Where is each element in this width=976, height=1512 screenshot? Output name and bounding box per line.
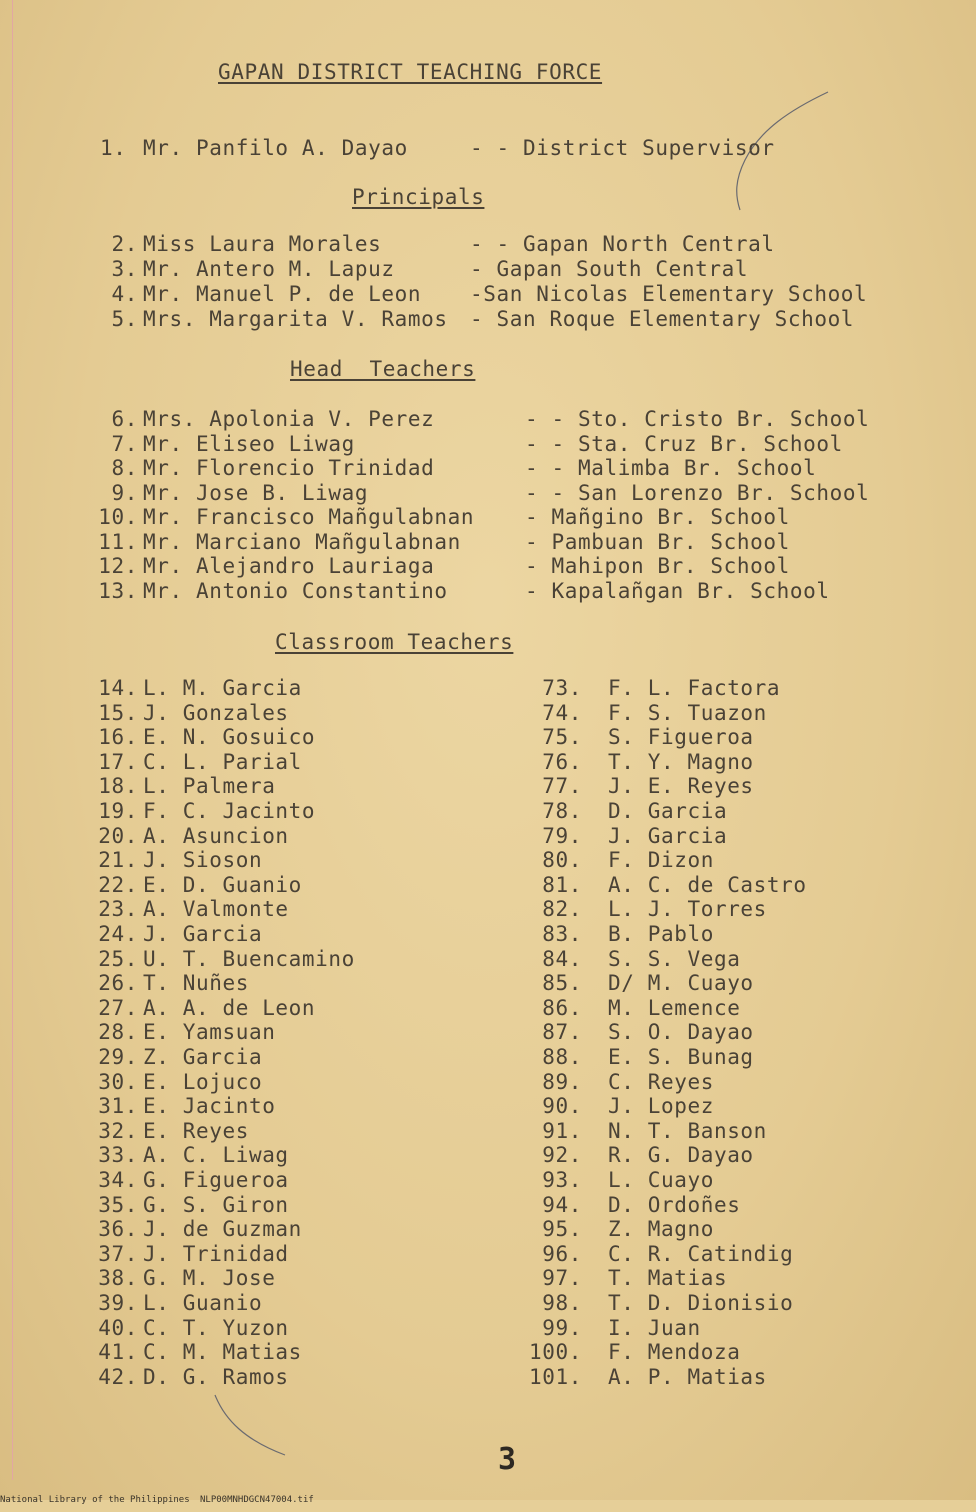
teacher-name: L. Cuayo [608, 1168, 714, 1192]
teacher-name: J. Lopez [608, 1094, 714, 1119]
teacher-num: 24. [98, 922, 138, 946]
head-teacher-school: - Kapalañgan Br. School [525, 578, 830, 603]
teacher-num: 78. [542, 799, 582, 823]
teacher-num: 73. [542, 676, 582, 700]
teacher-name: J. Sioson [143, 848, 263, 873]
teacher-name: F. L. Factora [608, 676, 781, 700]
classroom-teachers-heading: Classroom Teachers [275, 630, 514, 654]
teacher-name: L. Guanio [143, 1291, 263, 1315]
teacher-name: E. D. Guanio [143, 872, 302, 897]
head-teacher-num: 6. [111, 407, 138, 431]
head-teacher-school: - - Malimba Br. School [525, 456, 817, 480]
head-teacher-name: Mr. Florencio Trinidad [143, 456, 435, 480]
teacher-num: 93. [542, 1168, 582, 1192]
head-teacher-school: - Pambuan Br. School [525, 529, 790, 554]
teacher-num: 83. [542, 922, 582, 946]
teacher-num: 25. [98, 946, 138, 971]
teacher-num: 92. [542, 1143, 582, 1168]
teacher-name: T. Matias [608, 1266, 728, 1291]
teacher-name: S. O. Dayao [608, 1020, 754, 1045]
teacher-num: 19. [98, 799, 138, 823]
teacher-num: 17. [98, 749, 138, 774]
teacher-name: J. Garcia [608, 823, 728, 848]
teacher-num: 80. [542, 848, 582, 873]
principal-name: Mrs. Margarita V. Ramos [143, 307, 448, 331]
teacher-name: G. M. Jose [143, 1266, 276, 1291]
teacher-num: 98. [542, 1291, 582, 1315]
teacher-name: G. Figueroa [143, 1168, 289, 1192]
teacher-name: L. J. Torres [608, 897, 767, 922]
teacher-num: 82. [542, 897, 582, 922]
teacher-name: E. Reyes [143, 1118, 249, 1143]
principal-num: 4. [111, 282, 138, 306]
teacher-name: E. Lojuco [143, 1069, 263, 1094]
teacher-num: 26. [98, 971, 138, 996]
teacher-name: F. Mendoza [608, 1340, 741, 1365]
teacher-num: 99. [542, 1315, 582, 1340]
teacher-num: 101. [529, 1364, 582, 1389]
head-teacher-num: 12. [98, 554, 138, 578]
teacher-num: 14. [98, 676, 138, 700]
teacher-name: D. G. Ramos [143, 1364, 289, 1389]
teacher-num: 28. [98, 1020, 138, 1045]
teacher-name: D/ M. Cuayo [608, 971, 754, 996]
head-teacher-name: Mr. Alejandro Lauriaga [143, 554, 435, 578]
head-teacher-school: - Mañgino Br. School [525, 505, 790, 529]
teacher-name: E. S. Bunag [608, 1045, 754, 1069]
teacher-num: 81. [542, 872, 582, 897]
principal-num: 3. [111, 257, 138, 281]
teacher-name: F. Dizon [608, 848, 714, 873]
teacher-name: L. Palmera [143, 774, 276, 799]
principal-school: - Gapan South Central [470, 257, 749, 281]
teacher-num: 31. [98, 1094, 138, 1119]
head-teacher-num: 11. [98, 529, 138, 554]
head-teacher-num: 13. [98, 578, 138, 603]
teacher-name: D. Garcia [608, 799, 728, 823]
teacher-num: 87. [542, 1020, 582, 1045]
teacher-num: 86. [542, 995, 582, 1020]
teacher-name: T. D. Dionisio [608, 1291, 794, 1315]
head-teacher-num: 7. [111, 431, 138, 456]
head-teachers-heading: Head Teachers [290, 357, 476, 381]
teacher-name: N. T. Banson [608, 1118, 767, 1143]
teacher-name: J. Gonzales [143, 700, 289, 725]
teacher-name: J. Trinidad [143, 1241, 289, 1266]
principals-heading: Principals [352, 185, 485, 209]
teacher-num: 30. [98, 1069, 138, 1094]
teacher-name: L. M. Garcia [143, 676, 302, 700]
teacher-num: 100. [529, 1340, 582, 1365]
supervisor-role: - - District Supervisor [470, 136, 775, 160]
head-teacher-name: Mr. Eliseo Liwag [143, 431, 355, 456]
teacher-name: T. Nuñes [143, 971, 249, 996]
teacher-num: 77. [542, 774, 582, 799]
teacher-name: C. Reyes [608, 1069, 714, 1094]
teacher-name: S. Figueroa [608, 725, 754, 750]
principal-name: Mr. Antero M. Lapuz [143, 257, 395, 281]
head-teacher-name: Mr. Jose B. Liwag [143, 480, 369, 505]
principal-school: -San Nicolas Elementary School [470, 282, 868, 306]
teacher-name: E. N. Gosuico [143, 725, 316, 750]
teacher-num: 34. [98, 1168, 138, 1192]
head-teacher-school: - - Sto. Cristo Br. School [525, 407, 870, 431]
teacher-name: C. M. Matias [143, 1340, 302, 1365]
principal-name: Miss Laura Morales [143, 232, 382, 256]
teacher-num: 22. [98, 872, 138, 897]
teacher-num: 20. [98, 823, 138, 848]
teacher-name: A. P. Matias [608, 1364, 767, 1389]
teacher-name: B. Pablo [608, 922, 714, 946]
teacher-num: 90. [542, 1094, 582, 1119]
teacher-name: F. S. Tuazon [608, 700, 767, 725]
teacher-name: A. C. Liwag [143, 1143, 289, 1168]
teacher-num: 27. [98, 995, 138, 1020]
teacher-num: 29. [98, 1045, 138, 1069]
principal-name: Mr. Manuel P. de Leon [143, 282, 422, 306]
teacher-name: T. Y. Magno [608, 749, 754, 774]
teacher-name: I. Juan [608, 1315, 701, 1340]
teacher-num: 41. [98, 1340, 138, 1365]
teacher-num: 95. [542, 1217, 582, 1242]
teacher-name: D. Ordoñes [608, 1192, 741, 1217]
teacher-num: 21. [98, 848, 138, 873]
head-teacher-name: Mr. Marciano Mañgulabnan [143, 529, 461, 554]
teacher-name: G. S. Giron [143, 1192, 289, 1217]
teacher-name: J. Garcia [143, 922, 263, 946]
teacher-name: A. A. de Leon [143, 995, 316, 1020]
teacher-name: Z. Magno [608, 1217, 714, 1242]
teacher-num: 32. [98, 1118, 138, 1143]
teacher-num: 84. [542, 946, 582, 971]
head-teacher-name: Mr. Francisco Mañgulabnan [143, 505, 475, 529]
teacher-num: 36. [98, 1217, 138, 1242]
teacher-name: A. Valmonte [143, 897, 289, 922]
teacher-num: 39. [98, 1291, 138, 1315]
teacher-num: 35. [98, 1192, 138, 1217]
supervisor-name: Mr. Panfilo A. Dayao [143, 136, 408, 160]
teacher-name: A. C. de Castro [608, 872, 807, 897]
teacher-name: U. T. Buencamino [143, 946, 355, 971]
teacher-name: C. T. Yuzon [143, 1315, 289, 1340]
footer-library: National Library of the Philippines [0, 1495, 190, 1505]
teacher-num: 94. [542, 1192, 582, 1217]
head-teacher-school: - - San Lorenzo Br. School [525, 480, 870, 505]
teacher-num: 76. [542, 749, 582, 774]
teacher-name: J. de Guzman [143, 1217, 302, 1242]
teacher-name: Z. Garcia [143, 1045, 263, 1069]
footer-filename: NLP00MNHDGCN47004.tif [200, 1495, 314, 1505]
teacher-name: E. Yamsuan [143, 1020, 276, 1045]
principal-num: 5. [111, 307, 138, 331]
head-teacher-num: 9. [111, 480, 138, 505]
teacher-num: 75. [542, 725, 582, 750]
teacher-num: 79. [542, 823, 582, 848]
head-teacher-num: 8. [111, 456, 138, 480]
teacher-num: 85. [542, 971, 582, 996]
page-title: GAPAN DISTRICT TEACHING FORCE [218, 60, 603, 84]
teacher-num: 33. [98, 1143, 138, 1168]
teacher-num: 16. [98, 725, 138, 750]
head-teacher-school: - Mahipon Br. School [525, 554, 790, 578]
teacher-name: J. E. Reyes [608, 774, 754, 799]
teacher-num: 37. [98, 1241, 138, 1266]
teacher-name: E. Jacinto [143, 1094, 276, 1119]
teacher-num: 91. [542, 1118, 582, 1143]
teacher-num: 74. [542, 700, 582, 725]
teacher-name: F. C. Jacinto [143, 799, 316, 823]
teacher-num: 97. [542, 1266, 582, 1291]
head-teacher-school: - - Sta. Cruz Br. School [525, 431, 843, 456]
teacher-name: S. S. Vega [608, 946, 741, 971]
teacher-num: 38. [98, 1266, 138, 1291]
teacher-num: 88. [542, 1045, 582, 1069]
teacher-num: 42. [98, 1364, 138, 1389]
teacher-name: A. Asuncion [143, 823, 289, 848]
principal-school: - - Gapan North Central [470, 232, 775, 256]
teacher-num: 89. [542, 1069, 582, 1094]
head-teacher-name: Mrs. Apolonia V. Perez [143, 407, 435, 431]
principal-school: - San Roque Elementary School [470, 307, 855, 331]
teacher-name: C. L. Parial [143, 749, 302, 774]
head-teacher-num: 10. [98, 505, 138, 529]
teacher-num: 15. [98, 700, 138, 725]
head-teacher-name: Mr. Antonio Constantino [143, 578, 448, 603]
principal-num: 2. [111, 232, 138, 256]
teacher-name: M. Lemence [608, 995, 741, 1020]
supervisor-num: 1. [100, 136, 127, 160]
page-number: 3 [498, 1442, 517, 1477]
teacher-name: R. G. Dayao [608, 1143, 754, 1168]
teacher-name: C. R. Catindig [608, 1241, 794, 1266]
teacher-num: 23. [98, 897, 138, 922]
teacher-num: 96. [542, 1241, 582, 1266]
teacher-num: 40. [98, 1315, 138, 1340]
teacher-num: 18. [98, 774, 138, 799]
